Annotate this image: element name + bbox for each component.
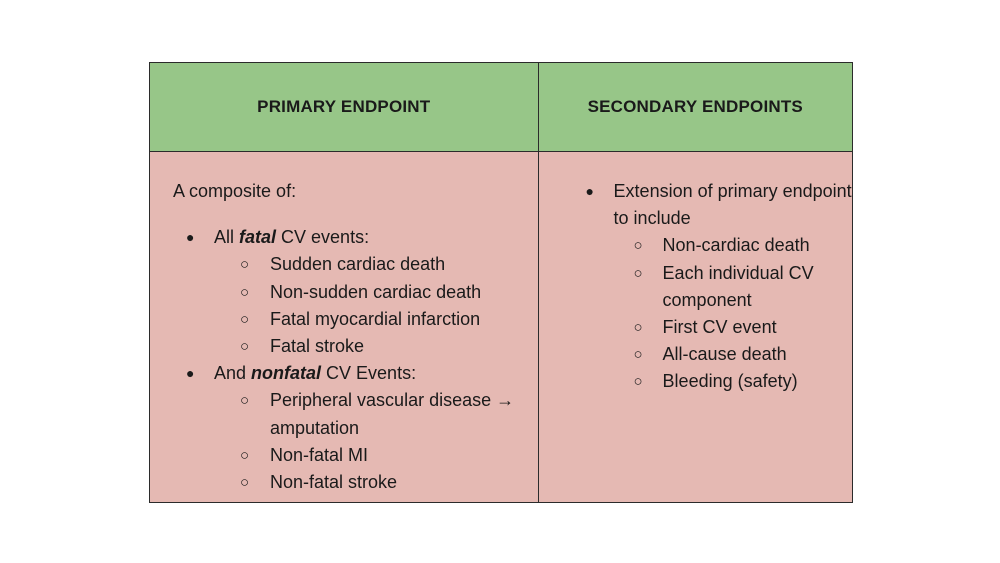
list-item-text: First CV event xyxy=(662,317,777,338)
primary-endpoint-header: PRIMARY ENDPOINT xyxy=(150,63,539,152)
bullet-circle-icon: ○ xyxy=(633,346,643,364)
list-item xyxy=(214,333,538,360)
list-item xyxy=(607,368,852,395)
nonfatal-events-list xyxy=(214,387,538,496)
group-emphasis: fatal xyxy=(239,227,277,248)
bullet-circle-icon: ○ xyxy=(240,392,250,410)
list-item-text: Non-fatal stroke xyxy=(270,472,398,493)
list-item-text: Bleeding (safety) xyxy=(662,371,798,392)
bullet-dot-icon: ● xyxy=(585,183,595,199)
list-item-text: Non-sudden cardiac death xyxy=(270,281,482,302)
bullet-circle-icon: ○ xyxy=(240,446,250,464)
bullet-circle-icon: ○ xyxy=(633,237,643,255)
fatal-events-group xyxy=(173,224,538,360)
primary-endpoint-cell xyxy=(150,152,539,503)
list-item-text: Peripheral vascular disease → amputation xyxy=(270,390,515,438)
secondary-endpoints-header: SECONDARY ENDPOINTS xyxy=(538,63,852,152)
list-item xyxy=(214,251,538,278)
bullet-dot-icon: ● xyxy=(186,365,195,382)
list-item xyxy=(214,279,538,306)
bullet-circle-icon: ○ xyxy=(240,338,250,356)
list-item xyxy=(214,469,538,496)
header-row xyxy=(150,63,853,152)
primary-intro: A composite of: xyxy=(173,181,297,201)
list-item xyxy=(214,306,538,333)
bullet-circle-icon: ○ xyxy=(240,310,250,328)
group-suffix: CV events: xyxy=(276,227,370,248)
secondary-sublist-holder xyxy=(573,232,852,395)
primary-group-list xyxy=(173,224,538,496)
list-item xyxy=(607,260,852,314)
secondary-list xyxy=(573,178,852,232)
bullet-circle-icon: ○ xyxy=(240,283,250,301)
list-item xyxy=(214,387,538,441)
bullet-dot-icon: ● xyxy=(186,229,195,246)
secondary-lead-item xyxy=(573,178,852,232)
group-suffix: CV Events: xyxy=(321,363,417,384)
list-item-text: Non-fatal MI xyxy=(270,444,369,465)
list-item xyxy=(607,341,852,368)
bullet-circle-icon: ○ xyxy=(633,373,643,391)
secondary-lead: Extension of primary endpoint to include xyxy=(613,181,852,229)
endpoints-table xyxy=(149,62,853,503)
nonfatal-events-group xyxy=(173,360,538,496)
list-item-text: Sudden cardiac death xyxy=(270,254,446,275)
bullet-circle-icon: ○ xyxy=(633,264,643,282)
list-item-text: Non-cardiac death xyxy=(662,235,810,256)
secondary-sublist-wrap xyxy=(573,232,852,395)
list-item xyxy=(607,314,852,341)
list-item xyxy=(214,442,538,469)
group-emphasis: nonfatal xyxy=(251,363,322,384)
secondary-items-list xyxy=(607,232,852,395)
list-item xyxy=(607,232,852,259)
content-row xyxy=(150,152,853,503)
bullet-circle-icon: ○ xyxy=(240,474,250,492)
group-prefix: All xyxy=(214,227,240,248)
list-item-text: Each individual CV component xyxy=(662,262,814,310)
list-item-text: Fatal stroke xyxy=(270,336,365,357)
group-prefix: And xyxy=(214,363,252,384)
list-item-text: Fatal myocardial infarction xyxy=(270,308,481,329)
bullet-circle-icon: ○ xyxy=(240,256,250,274)
list-item-text: All-cause death xyxy=(662,344,787,365)
fatal-events-list xyxy=(214,251,538,360)
secondary-endpoints-cell xyxy=(538,152,852,503)
bullet-circle-icon: ○ xyxy=(633,319,643,337)
